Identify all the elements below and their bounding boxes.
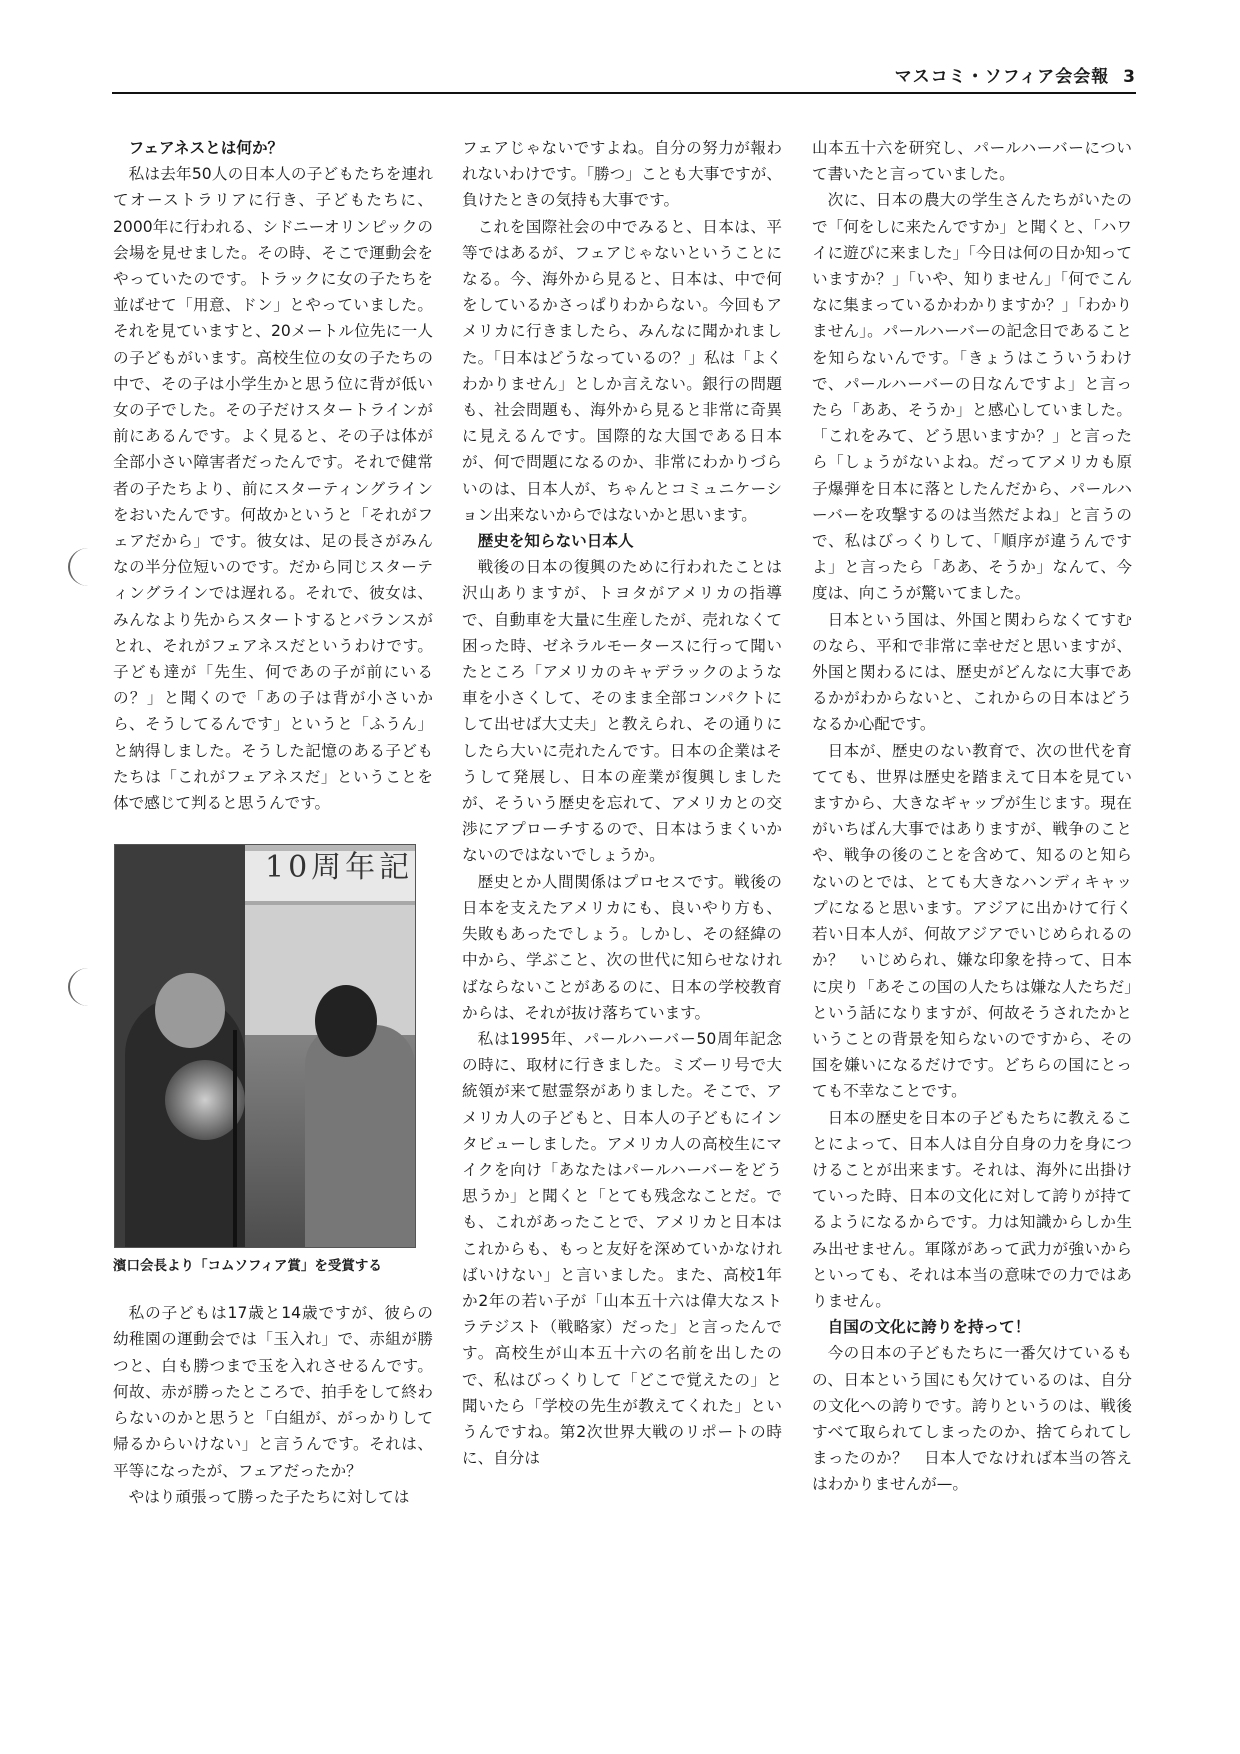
article-column-3 [812,135,1132,1498]
paragraph-continued: フェアじゃないですよね。自分の努力が報われないわけです。「勝つ」ことも大事ですが、負けたときの気持も大事です。 [462,139,782,210]
paragraph: 戦後の日本の復興のために行われたことは沢山ありますが、トヨタがアメリカの指導で、自動車を大量に生産したが、売れなくて困った時、ゼネラルモータースに行って聞いたところ「アメリカのキャデラックのような車を小さくして、そのまま全部コンパクトにして出せば大丈夫」と教えられ、その通りにしたら大いに売れたんです。日本の企業はそうして発展し、日本の産業が復興しましたが、そういう歴史を忘れて、アメリカとの交渉にアプローチするので、日本はうまくいかないのではないでしょうか。 [462,558,782,865]
award-photo [114,844,416,1248]
binder-hole-mark-lower [68,968,108,1006]
paragraph: 私は1995年、パールハーバー50周年記念の時に、取材に行きました。ミズーリ号で大統領が来て慰霊祭がありました。そこで、アメリカ人の子どもと、日本人の子どもにインタビューしました。アメリカ人の高校生にマイクを向け「あなたはパールハーバーをどう思うか」と聞くと「とても残念なことだ。でも、これがあったことで、アメリカと日本はこれからも、もっと友好を深めていかなければいけない」と言いました。また、高校1年か2年の若い子が「山本五十六は偉大なストラテジスト（戦略家）だった」と言ったんです。高校生が山本五十六の名前を出したので、私はびっくりして「どこで覚えたの」と聞いたら「学校の先生が教えてくれた」というんですね。第2次世界大戦のリポートの時に、自分は [462,1029,782,1468]
paragraph: 日本の歴史を日本の子どもたちに教えることによって、日本人は自分自身の力を身につけることが出来ます。それは、海外に出掛けていった時、日本の文化に対して誇りが持てるようになるからです。力は知識からしか生み出せません。軍隊があって武力が強いからといっても、それは本当の意味での力ではありません。 [812,1108,1132,1310]
paragraph: 次に、日本の農大の学生さんたちがいたので「何をしに来たんですか」と聞くと、「ハワイに遊びに来ました」「今日は何の日か知っていますか？」「いや、知りません」「何でこんなに集まっているかわかりますか？」「わかりません」。パールハーバーの記念日であることを知らないんです。「きょうはこういうわけで、パールハーバーの日なんですよ」と言ったら「ああ、そうか」と感心していました。「これをみて、どう思いますか？」と言ったら「しょうがないよね。だってアメリカも原子爆弾を日本に落としたんだから、パールハーバーを攻撃するのは当然だよね」と言うので、私はびっくりして、「順序が違うんですよ」と言ったら「ああ、そうか」なんて、今度は、向こうが驚いてました。 [812,191,1132,603]
photo-banner-text: 10周年記 [265,850,414,886]
article-column-2 [462,135,782,1471]
paragraph: 日本という国は、外国と関わらなくてすむのなら、平和で非常に幸せだと思いますが、外国と関わるには、歴史がどんなに大事であるかがわからないと、これからの日本はどうなるか心配です。 [812,610,1132,734]
photo-microphone-stand [233,1030,237,1247]
page-number: 3 [1123,67,1136,87]
section-heading-history: 歴史を知らない日本人 [477,532,634,551]
header-title-line [895,62,1136,87]
paragraph: 私の子どもは17歳と14歳ですが、彼らの幼稚園の運動会では「玉入れ」で、赤組が勝つと、白も勝つまで玉を入れさせるんです。何故、赤が勝ったところで、拍手をして終わらないのかと思うと「白組が、がっかりして帰るからいけない」と言うんです。それは、平等になったが、フェアだったか？ [113,1304,433,1480]
paragraph: 歴史とか人間関係はプロセスです。戦後の日本を支えたアメリカにも、良いやり方も、失敗もあったでしょう。しかし、その経緯の中から、学ぶこと、次の世代に知らせなければならないことがあるのに、日本の学校教育からは、それが抜け落ちています。 [462,872,782,1022]
header-rule [112,92,1136,94]
section-heading-pride: 自国の文化に誇りを持って！ [827,1318,1031,1337]
paragraph: 私は去年50人の日本人の子どもたちを連れてオーストラリアに行き、子どもたちに、2000年に行われる、シドニーオリンピックの会場を見せました。その時、そこで運動会をやっていたのです。トラックに女の子たちを並ばせて「用意、ドン」とやっていました。それを見ていますと、20メートル位先に一人の子どもがいます。高校生位の女の子たちの中で、その子は小学生かと思う位に背が低い女の子でした。その子だけスタートラインが前にあるんです。よく見ると、その子は体が全部小さい障害者だったんです。それで健常者の子たちより、前にスターティングラインをおいたんです。何故かというと「それがフェアだから」です。彼女は、足の長さがみんなの半分位短いのです。だから同じスターティングラインでは遅れる。それで、彼女は、みんなより先からスタートするとバランスがとれ、それがフェアネスだというわけです。子ども達が「先生、何であの子が前にいるの？」と聞くので「あの子は背が小さいから、そうしてるんです」というと「ふうん」と納得しました。そうした記憶のある子どもたちは「これがフェアネスだ」ということを体で感じて判ると思うんです。 [113,165,433,813]
paragraph: やはり頑張って勝った子たちに対しては [128,1487,410,1506]
paragraph-continued: 山本五十六を研究し、パールハーバーについて書いたと言っていました。 [812,139,1132,184]
newsletter-title: マスコミ・ソフィア会会報 [894,67,1110,87]
paragraph: 今の日本の子どもたちに一番欠けているもの、日本という国にも欠けているのは、自分の文化への誇りです。誇りというのは、戦後すべて取られてしまったのか、捨てられてしまったのか？ 日本人でなければ本当の答えはわかりませんが—。 [812,1344,1132,1494]
photo-man-head [155,973,225,1048]
article-column-1 [113,135,433,1510]
binder-hole-mark-upper [68,548,108,586]
page-header [112,62,1136,94]
photo-woman-figure [305,1025,415,1247]
section-heading-fairness: フェアネスとは何か？ [128,139,284,157]
paragraph: これを国際社会の中でみると、日本は、平等ではあるが、フェアじゃないということになる。今、海外から見ると、日本は、中で何をしているかさっぱりわからない。今回もアメリカに行きましたら、みんなに聞かれました。「日本はどうなっているの？」私は「よくわかりません」としか言えない。銀行の問題も、社会問題も、海外から見ると非常に奇異に見えるんです。国際的な大国である日本が、何で問題になるのか、非常にわかりづらいのは、日本人が、ちゃんとコミュニケーション出来ないからではないかと思います。 [462,217,782,524]
photo-caption: 濱口会長より「コムソフィア賞」を受賞する [113,1258,382,1275]
photo-woman-head [315,985,377,1057]
paragraph: 日本が、歴史のない教育で、次の世代を育てても、世界は歴史を踏まえて日本を見ていますから、大きなギャップが生じます。現在がいちばん大事ではありますが、戦争のことや、戦争の後のことを含めて、知るのと知らないのとでは、とても大きなハンディキャップになると思います。アジアに出かけて行く若い日本人が、何故アジアでいじめられるのか？ いじめられ、嫌な印象を持って、日本に戻り「あそこの国の人たちは嫌な人たちだ」という話になりますが、何故そうされたかということの背景を知らないのですから、その国を嫌いになるだけです。どちらの国にとっても不幸なことです。 [812,741,1132,1101]
